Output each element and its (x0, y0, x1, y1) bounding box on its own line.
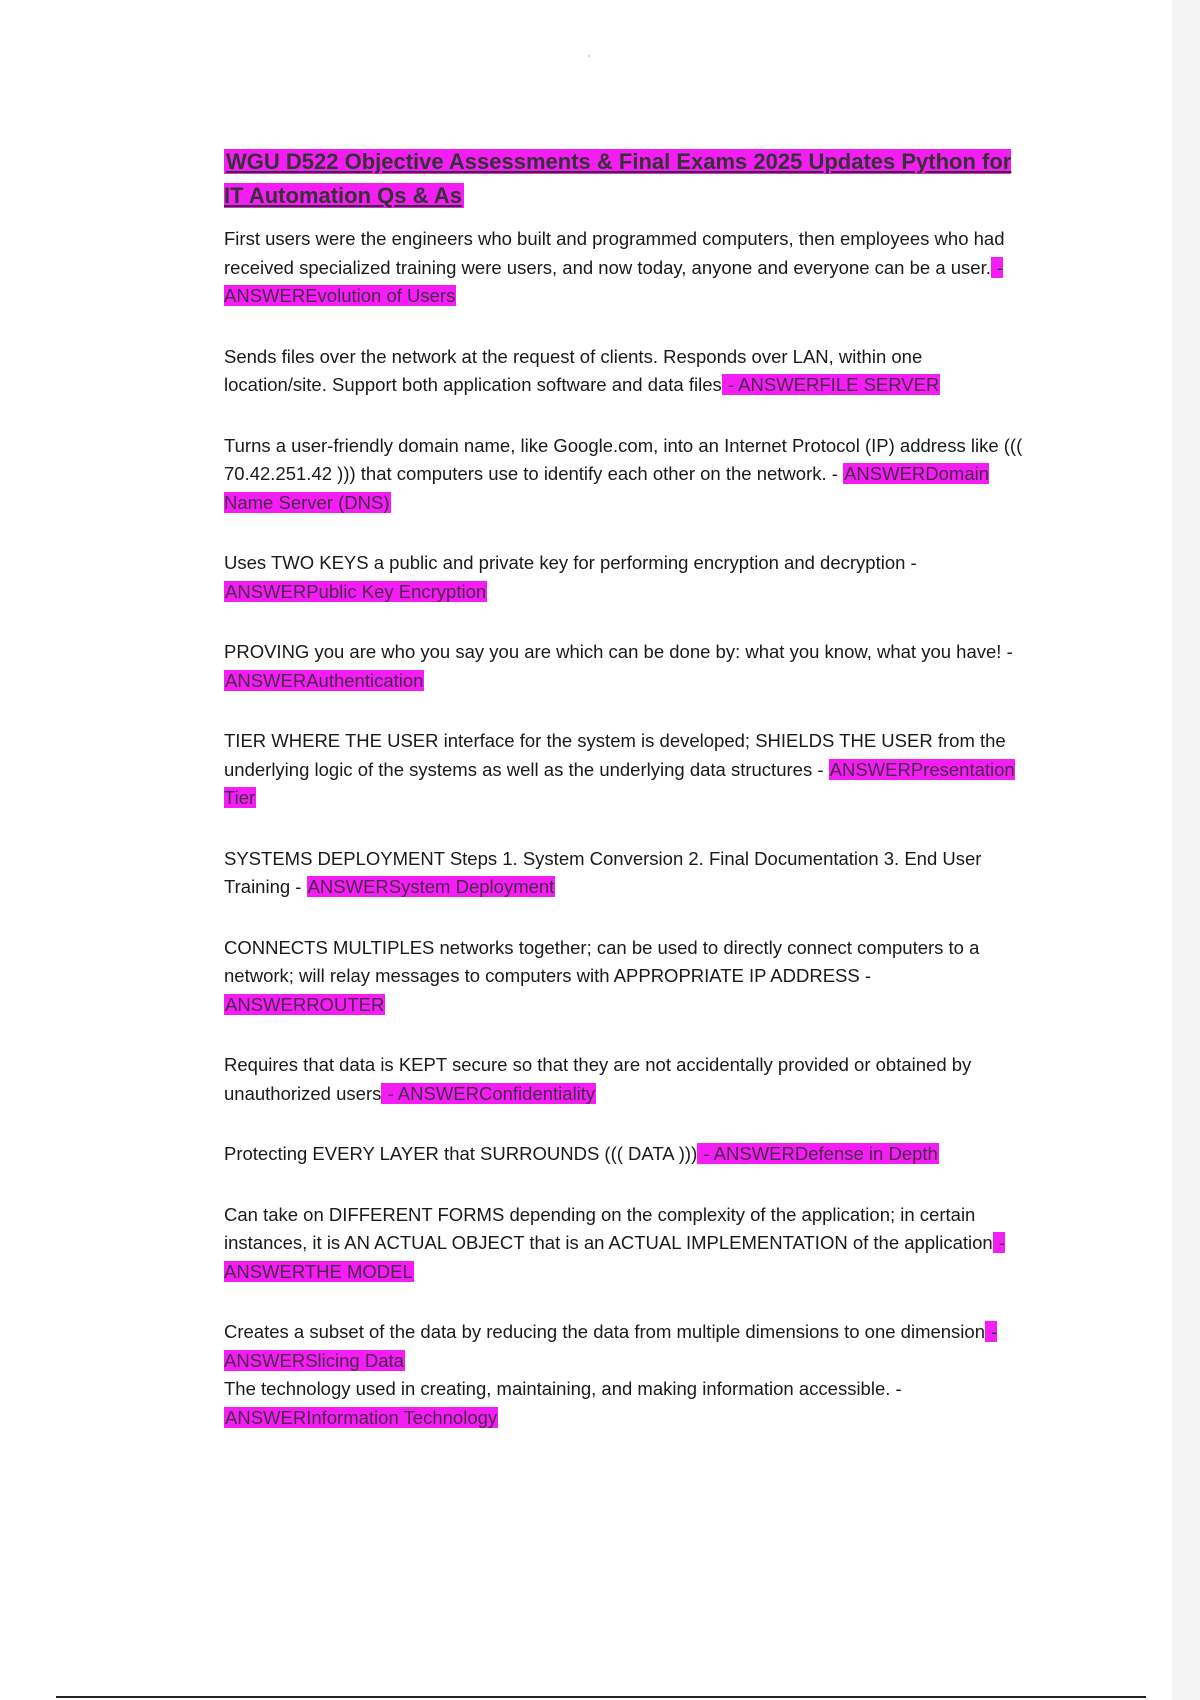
qa-item (224, 432, 1024, 518)
answer-text: ANSWERPublic Key Encryption (225, 580, 487, 602)
question-text: Can take on DIFFERENT FORMS depending on the complexity of the application; in certain instances, it is AN ACTUAL OBJECT that is an ACTUAL IMPLEMENTATION of the application (224, 1203, 993, 1253)
qa-item (224, 727, 1024, 813)
question-text: Creates a subset of the data by reducing the data from multiple dimensions to one dimension (224, 1321, 985, 1342)
question-text: Sends files over the network at the request of clients. Responds over LAN, within one location/site. Support both application software and data files (224, 345, 923, 395)
answer-text: ANSWERSystem Deployment (307, 876, 555, 897)
answer-text: - ANSWERConfidentiality (382, 1082, 596, 1104)
question-text: Protecting EVERY LAYER that SURROUNDS ((( DATA ))) (224, 1143, 698, 1164)
question-text: Requires that data is KEPT secure so that they are not accidentally provided or obtained by unauthorized users (224, 1054, 972, 1104)
answer-text: - ANSWERTHE MODEL (224, 1232, 1006, 1282)
question-text: PROVING you are who you say you are which can be done by: what you know, what you have! - (224, 641, 1013, 662)
qa-item (224, 1375, 1024, 1432)
footer-rule (56, 1696, 1146, 1698)
document-title-text: WGU D522 Objective Assessments & Final Exams 2025 Updates Python for IT Automation Qs & As (224, 149, 1012, 208)
answer-text: ANSWERInformation Technology (225, 1406, 498, 1428)
question-text: Turns a user-friendly domain name, like Google.com, into an Internet Protocol (IP) address like ((( 70.42.251.42 ))) that computers use to identify each other on the network. - (224, 434, 1023, 484)
question-text: CONNECTS MULTIPLES networks together; can be used to directly connect computers to a network; will relay messages to computers with APPROPRIATE IP ADDRESS - (224, 936, 980, 986)
qa-item (224, 934, 1024, 1020)
qa-item (224, 549, 1024, 606)
document-title (224, 145, 1024, 213)
page-mark (588, 55, 590, 57)
question-text: The technology used in creating, maintaining, and making information accessible. - (224, 1378, 902, 1399)
answer-text: ANSWERPresentation Tier (224, 758, 1015, 808)
question-text: SYSTEMS DEPLOYMENT Steps 1. System Conversion 2. Final Documentation 3. End User Training - (224, 847, 982, 897)
qa-item (224, 1051, 1024, 1108)
document-body (224, 145, 1024, 1464)
question-text: Uses TWO KEYS a public and private key for performing encryption and decryption - (224, 552, 917, 573)
qa-item (224, 1318, 1024, 1375)
answer-text: - ANSWERSlicing Data (224, 1321, 998, 1371)
answer-text: ANSWERDomain Name Server (DNS) (224, 463, 990, 513)
qa-item (224, 638, 1024, 695)
page-edge (1172, 0, 1200, 1700)
answer-text: - ANSWERDefense in Depth (698, 1143, 938, 1164)
qa-item (224, 343, 1024, 400)
answer-text: - ANSWERFILE SERVER (722, 374, 940, 395)
answer-text: ANSWERAuthentication (225, 669, 424, 691)
qa-item (224, 225, 1024, 311)
qa-item (224, 1201, 1024, 1287)
question-text: First users were the engineers who built and programmed computers, then employees who had received specialized training were users, and now today, anyone and everyone can be a user. (224, 228, 1005, 278)
answer-text: - ANSWEREvolution of Users (224, 256, 1004, 306)
qa-item (224, 845, 1024, 902)
question-text: TIER WHERE THE USER interface for the system is developed; SHIELDS THE USER from the underlying logic of the systems as well as the underlying data structures - (224, 730, 1006, 780)
qa-item (224, 1140, 1024, 1169)
answer-text: ANSWERROUTER (225, 993, 385, 1015)
